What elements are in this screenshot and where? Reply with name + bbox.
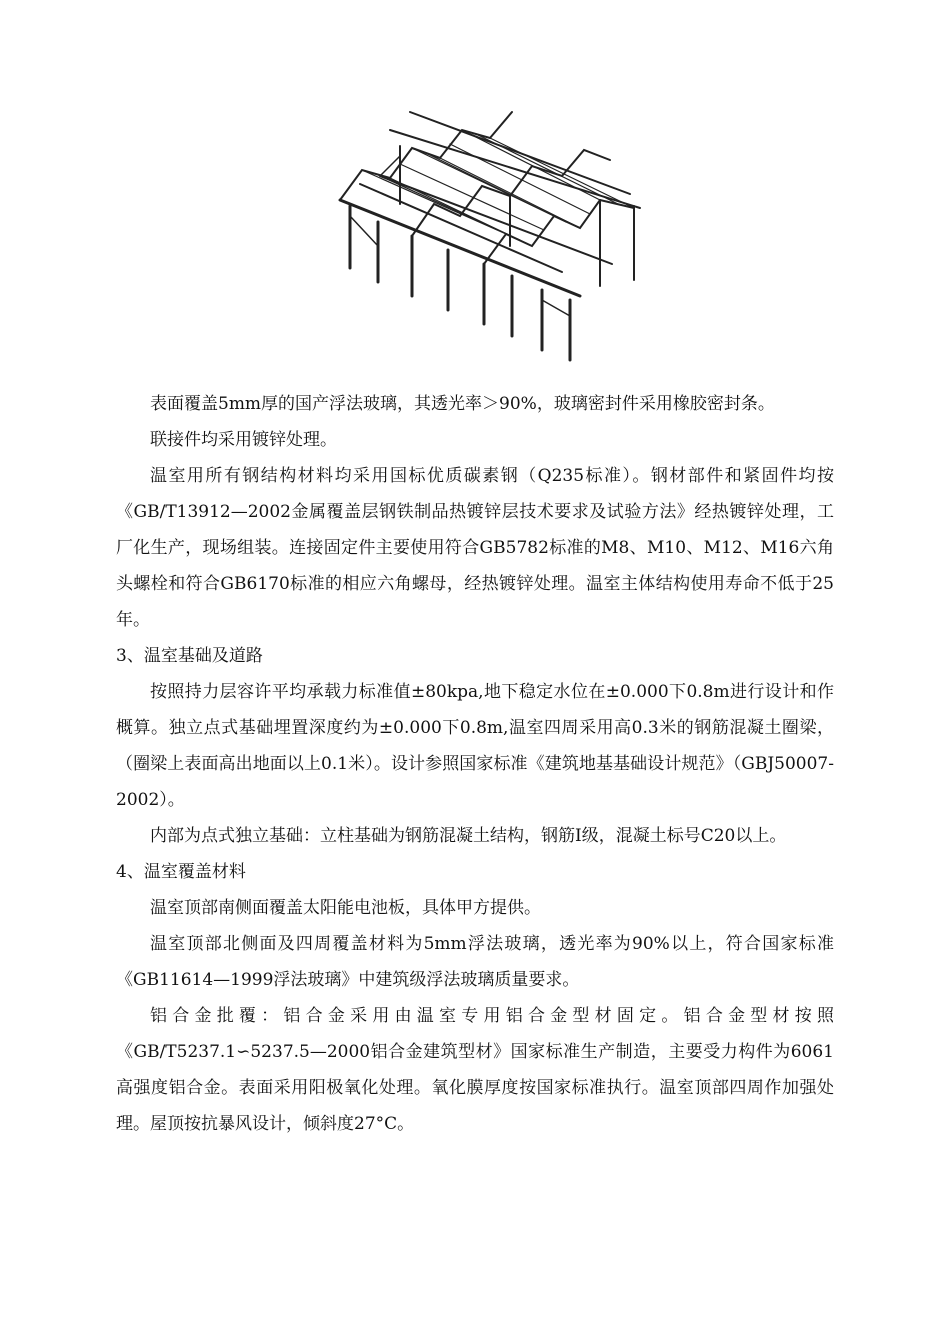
section-heading-covering-materials: 4、温室覆盖材料 bbox=[116, 862, 246, 882]
frame-ridge bbox=[360, 184, 562, 272]
paragraph-float-glass: 温室顶部北侧面及四周覆盖材料为5mm浮法玻璃，透光率为90%以上，符合国家标准《GB11614—1999浮法玻璃》中建筑级浮法玻璃质量要求。 bbox=[116, 934, 834, 990]
paragraph-internal-foundation: 内部为点式独立基础：立柱基础为钢筋混凝土结构，钢筋Ⅰ级，混凝土标号C20以上。 bbox=[150, 826, 787, 846]
paragraph-steel-structure: 温室用所有钢结构材料均采用国标优质碳素钢（Q235标准）。钢材部件和紧固件均按《GB/T13912—2002金属覆盖层钢铁制品热镀锌层技术要求及试验方法》经热镀锌处理，工厂化生产，现场组装。连接固定件主要使用符合GB5782标准的M8、M10、M12、M16六角头螺栓和符合GB6170标准的相应六角螺母，经热镀锌处理。温室主体结构使用寿命不低于25年。 bbox=[116, 466, 834, 630]
paragraph-solar-panels: 温室顶部南侧面覆盖太阳能电池板，具体甲方提供。 bbox=[150, 898, 541, 918]
frame-roof-purlins bbox=[362, 130, 634, 246]
section-heading-foundation-roads: 3、温室基础及道路 bbox=[116, 646, 263, 666]
paragraph-glass-covering: 表面覆盖5mm厚的国产浮法玻璃，其透光率＞90%，玻璃密封件采用橡胶密封条。 bbox=[150, 394, 775, 414]
frame-brace bbox=[380, 156, 400, 176]
greenhouse-frame-drawing bbox=[300, 96, 650, 368]
paragraph-galvanized-connectors: 联接件均采用镀锌处理。 bbox=[150, 430, 337, 450]
frame-roof-profile bbox=[484, 200, 634, 264]
document-body bbox=[116, 386, 834, 1142]
paragraph-aluminum-alloy: 铝合金批覆：铝合金采用由温室专用铝合金型材固定。铝合金型材按照《GB/T5237.1∽5237.5—2000铝合金建筑型材》国家标准生产制造，主要受力构件为6061高强度铝合金。表面采用阳极氧化处理。氧化膜厚度按国家标准执行。温室顶部四周作加强处理。屋顶按抗暴风设计，倾斜度27°C。 bbox=[116, 1006, 834, 1134]
frame-brace bbox=[350, 216, 378, 246]
paragraph-foundation-design: 按照持力层容许平均承载力标准值±80kpa,地下稳定水位在±0.000下0.8m进行设计和作概算。独立点式基础埋置深度约为±0.000下0.8m,温室四周采用高0.3米的钢筋混凝土圈梁，（圈梁上表面高出地面以上0.1米）。设计参照国家标准《建筑地基基础设计规范》（GBJ50007-2002）。 bbox=[116, 682, 834, 810]
frame-brace bbox=[542, 300, 570, 316]
greenhouse-steel-frame-figure bbox=[300, 96, 650, 368]
